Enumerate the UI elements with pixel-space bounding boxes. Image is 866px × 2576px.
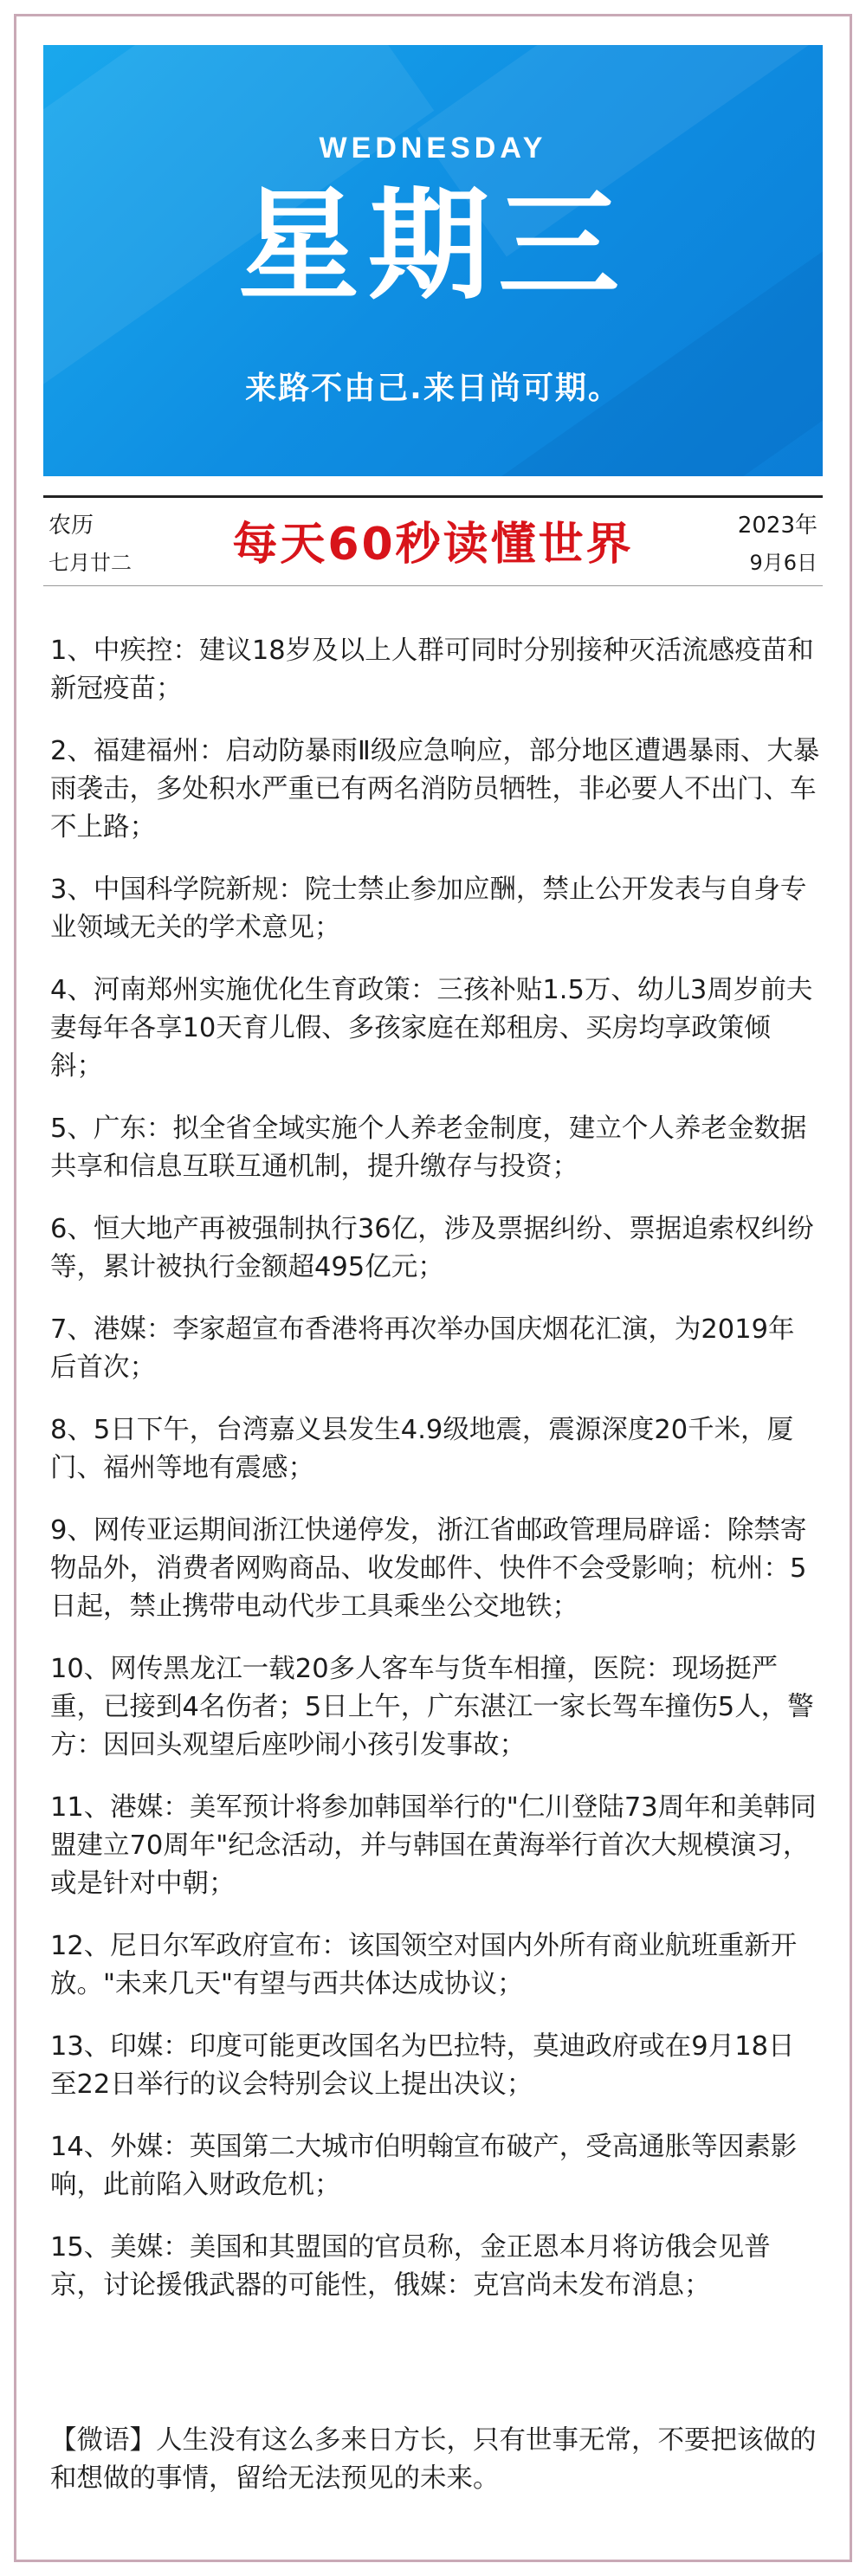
news-item: 3、中国科学院新规：院士禁止参加应酬，禁止公开发表与自身专业领域无关的学术意见；: [50, 875, 807, 943]
year-label: 2023年: [737, 513, 818, 539]
news-item: 10、网传黑龙江一载20多人客车与货车相撞，医院：现场挺严重，已接到4名伤者；5日上午，广东湛江一家长驾车撞伤5人，警方：因回头观望后座吵闹小孩引发事故；: [50, 1654, 814, 1760]
news-item: 5、广东：拟全省全域实施个人养老金制度，建立个人养老金数据共享和信息互联互通机制，提升缴存与投资；: [50, 1114, 807, 1182]
lunar-label: 农历: [48, 513, 94, 539]
news-item: 1、中疾控：建议18岁及以上人群可同时分别接种灭活流感疫苗和新冠疫苗；: [50, 636, 814, 704]
news-item: 11、港媒：美军预计将参加韩国举行的"仁川登陆73周年和美韩同盟建立70周年"纪念活动，并与韩国在黄海举行首次大规模演习，或是针对中朝；: [50, 1792, 817, 1899]
date-header: [43, 495, 823, 591]
news-item: 12、尼日尔军政府宣布：该国领空对国内外所有商业航班重新开放。"未来几天"有望与西共体达成协议；: [50, 1931, 798, 1999]
hero-banner: [43, 45, 823, 476]
date-label: 9月6日: [749, 551, 818, 575]
news-list: [50, 632, 821, 2329]
divider: [43, 585, 823, 586]
weekday-chinese: 星期三: [237, 176, 628, 317]
news-item: 7、港媒：李家超宣布香港将再次举办国庆烟花汇演，为2019年后首次；: [50, 1314, 795, 1383]
news-item: 13、印媒：印度可能更改国名为巴拉特，莫迪政府或在9月18日至22日举行的议会特别会议上提出决议；: [50, 2031, 795, 2100]
news-item: 4、河南郑州实施优化生育政策：三孩补贴1.5万、幼儿3周岁前夫妻每年各享10天育儿假、多孩家庭在郑租房、买房均享政策倾斜；: [50, 975, 813, 1081]
daily-quote: 【微语】人生没有这么多来日方长，只有世事无常，不要把该做的和想做的事情，留给无法预见的未来。: [50, 2425, 817, 2494]
news-item: 14、外媒：英国第二大城市伯明翰宣布破产，受高通胀等因素影响，此前陷入财政危机；: [50, 2132, 798, 2200]
news-item: 8、5日下午，台湾嘉义县发生4.9级地震，震源深度20千米，厦门、福州等地有震感；: [50, 1415, 794, 1483]
hero-slogan: 来路不由己.来日尚可期。: [245, 371, 621, 406]
lunar-date: 七月廿二: [48, 551, 132, 575]
news-item: 15、美媒：美国和其盟国的官员称，金正恩本月将访俄会见普京，讨论援俄武器的可能性，俄媒：克宫尚未发布消息；: [50, 2232, 771, 2301]
weekday-english: WEDNESDAY: [319, 132, 547, 165]
news-item: 6、恒大地产再被强制执行36亿，涉及票据纠纷、票据追索权纠纷等，累计被执行金额超495亿元；: [50, 1214, 814, 1282]
divider: [43, 495, 823, 498]
page-title: 每天60秒读懂世界: [232, 519, 634, 571]
news-item: 9、网传亚运期间浙江快递停发，浙江省邮政管理局辟谣：除禁寄物品外，消费者网购商品、收发邮件、快件不会受影响；杭州：5日起，禁止携带电动代步工具乘坐公交地铁；: [50, 1515, 807, 1622]
news-item: 2、福建福州：启动防暴雨Ⅱ级应急响应，部分地区遭遇暴雨、大暴雨袭击，多处积水严重已有两名消防员牺牲，非必要人不出门、车不上路；: [50, 736, 820, 843]
